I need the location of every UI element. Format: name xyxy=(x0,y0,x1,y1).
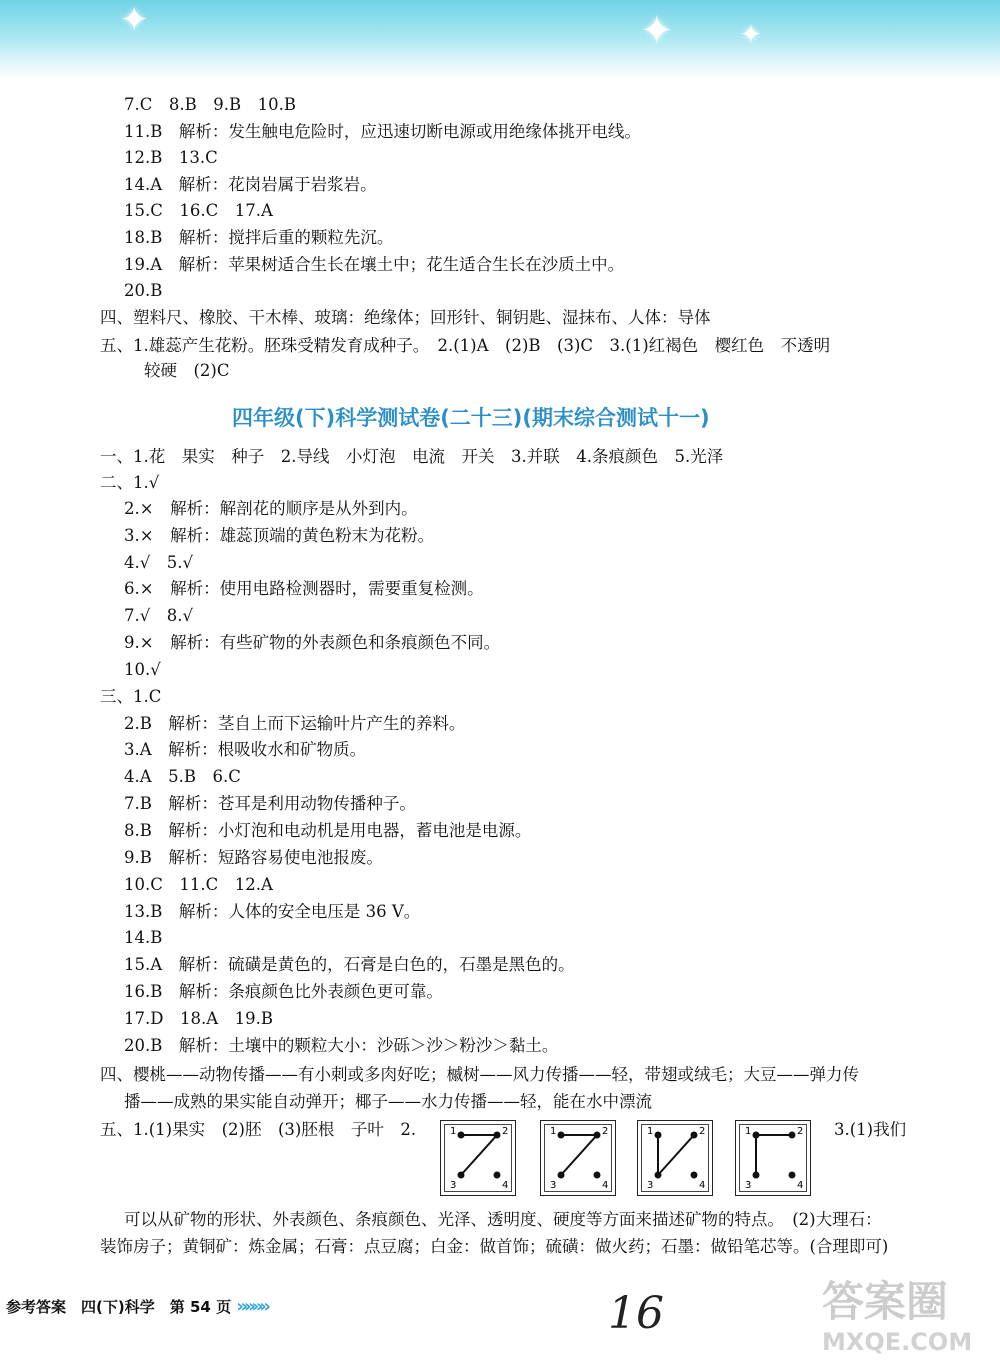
answer-line: 8.B 解析：小灯泡和电动机是用电器，蓄电池是电源。 xyxy=(124,821,532,840)
answer-line: 7.√ 8.√ xyxy=(124,606,194,625)
answer-line: 14.B xyxy=(124,928,163,947)
header-band xyxy=(0,0,1000,80)
sparkle-icon: ✦ xyxy=(120,0,149,40)
sparkle-icon: ✦ xyxy=(640,8,674,54)
svg-text:MXQE.COM: MXQE.COM xyxy=(822,1328,973,1356)
answer-line: 可以从矿物的形状、外表颜色、条痕颜色、光泽、透明度、硬度等方面来描述矿物的特点。 (2)大理石： xyxy=(124,1210,882,1229)
svg-text:4: 4 xyxy=(699,1180,706,1191)
answer-line: 18.B 解析：搅拌后重的颗粒先沉。 xyxy=(124,228,394,247)
answer-line: 19.A 解析：苹果树适合生长在壤土中；花生适合生长在沙质土中。 xyxy=(124,255,625,274)
page-number: 54 xyxy=(189,1298,211,1316)
svg-text:2: 2 xyxy=(502,1126,509,1137)
footer-label: 参考答案 四(下)科学 第 xyxy=(6,1298,185,1316)
answer-line: 五、1.雄蕊产生花粉。胚珠受精发育成种子。 2.(1)A (2)B (3)C 3.(1)红褐色 樱红色 不透明 xyxy=(100,336,831,355)
answer-line: 2.B 解析：茎自上而下运输叶片产生的养料。 xyxy=(124,714,466,733)
svg-text:3: 3 xyxy=(550,1180,557,1191)
answer-line: 15.C 16.C 17.A xyxy=(124,201,273,220)
answer-line: 4.A 5.B 6.C xyxy=(124,767,241,786)
page-footer xyxy=(6,1296,267,1317)
answer-line: 12.B 13.C xyxy=(124,148,218,167)
svg-text:3: 3 xyxy=(745,1180,752,1191)
answer-line: 9.B 解析：短路容易使电池报废。 xyxy=(124,848,383,867)
answer-line: 二、1.√ xyxy=(100,473,160,492)
svg-text:1: 1 xyxy=(450,1126,457,1137)
answer-line: 3.A 解析：根吸收水和矿物质。 xyxy=(124,740,367,759)
answer-line: 四、塑料尺、橡胶、干木棒、玻璃：绝缘体；回形针、铜钥匙、湿抹布、人体：导体 xyxy=(100,308,711,327)
answer-line: 20.B xyxy=(124,281,163,300)
answer-line: 9.× 解析：有些矿物的外表颜色和条痕颜色不同。 xyxy=(124,633,501,652)
svg-text:2: 2 xyxy=(797,1126,804,1137)
svg-text:3: 3 xyxy=(450,1180,457,1191)
answer-line: 四、樱桃——动物传播——有小刺或多肉好吃；槭树——风力传播——轻，带翅或绒毛；大豆——弹力传 xyxy=(100,1065,859,1084)
answer-line: 3.(1)我们 xyxy=(834,1120,907,1139)
section-title: 四年级(下)科学测试卷(二十三)(期末综合测试十一) xyxy=(232,406,710,430)
answer-line: 17.D 18.A 19.B xyxy=(124,1009,273,1028)
svg-text:2: 2 xyxy=(602,1126,609,1137)
answer-line: 7.C 8.B 9.B 10.B xyxy=(124,95,296,114)
svg-text:2: 2 xyxy=(699,1126,706,1137)
watermark-logo xyxy=(800,1262,990,1358)
answer-line: 较硬 (2)C xyxy=(144,361,230,380)
svg-text:1: 1 xyxy=(647,1126,654,1137)
answer-line: 五、1.(1)果实 (2)胚 (3)胚根 子叶 2. xyxy=(100,1120,417,1139)
arrow-icon: »»»» xyxy=(236,1296,267,1317)
answer-line: 一、1.花 果实 种子 2.导线 小灯泡 电流 开关 3.并联 4.条痕颜色 5.光泽 xyxy=(100,447,724,466)
answer-line: 三、1.C xyxy=(100,687,162,706)
svg-text:4: 4 xyxy=(502,1180,509,1191)
answer-line: 13.B 解析：人体的安全电压是 36 V。 xyxy=(124,902,421,921)
svg-text:1: 1 xyxy=(550,1126,557,1137)
answer-line: 20.B 解析：土壤中的颗粒大小：沙砾＞沙＞粉沙＞黏土。 xyxy=(124,1036,559,1055)
answer-line: 15.A 解析：硫磺是黄色的，石膏是白色的，石墨是黑色的。 xyxy=(124,955,575,974)
answer-line: 6.× 解析：使用电路检测器时，需要重复检测。 xyxy=(124,579,484,598)
answer-line: 3.× 解析：雄蕊顶端的黄色粉末为花粉。 xyxy=(124,526,435,545)
answer-line: 4.√ 5.√ xyxy=(124,553,194,572)
sparkle-icon: ✦ xyxy=(740,20,762,50)
answer-line: 10.√ xyxy=(124,660,161,679)
answer-line: 11.B 解析：发生触电危险时，应迅速切断电源或用绝缘体挑开电线。 xyxy=(124,122,641,141)
diagram-box-1 xyxy=(440,1120,516,1196)
handwritten-number: 16 xyxy=(608,1288,664,1339)
diagram-box-3 xyxy=(637,1120,713,1196)
svg-text:3: 3 xyxy=(647,1180,654,1191)
diagram-box-2 xyxy=(540,1120,616,1196)
svg-text:4: 4 xyxy=(797,1180,804,1191)
svg-text:答案圈: 答案圈 xyxy=(822,1277,949,1326)
answer-line: 播——成熟的果实能自动弹开；椰子——水力传播——轻，能在水中漂流 xyxy=(124,1092,652,1111)
answer-line: 10.C 11.C 12.A xyxy=(124,875,273,894)
answer-line: 14.A 解析：花岗岩属于岩浆岩。 xyxy=(124,175,377,194)
footer-suffix: 页 xyxy=(216,1298,232,1316)
answer-line: 16.B 解析：条痕颜色比外表颜色更可靠。 xyxy=(124,982,443,1001)
svg-text:4: 4 xyxy=(602,1180,609,1191)
answer-line: 装饰房子；黄铜矿：炼金属；石膏：点豆腐；白金：做首饰；硫磺：做火药；石墨：做铅笔芯等。(合理即可) xyxy=(100,1237,889,1256)
diagram-box-4 xyxy=(735,1120,811,1196)
answer-line: 2.× 解析：解剖花的顺序是从外到内。 xyxy=(124,499,418,518)
svg-text:1: 1 xyxy=(745,1126,752,1137)
answer-line: 7.B 解析：苍耳是利用动物传播种子。 xyxy=(124,794,416,813)
